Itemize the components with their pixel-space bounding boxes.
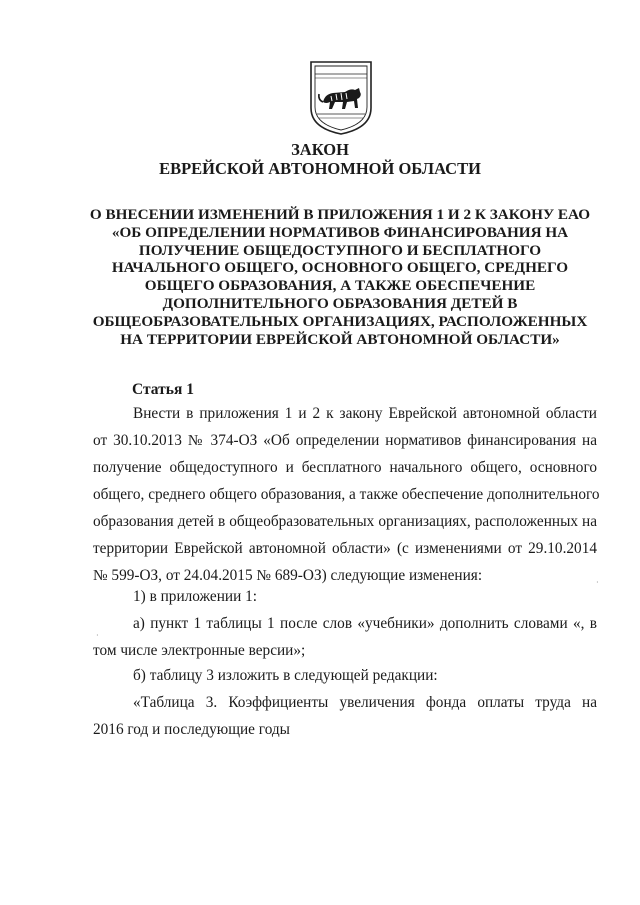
law-title: ЗАКОН [291,140,349,159]
paragraph-line: общего, среднего общего образования, а также обеспечение дополнительного [93,486,600,503]
paragraph-line: а) пункт 1 таблицы 1 после слов «учебники» дополнить словами «, в [133,615,597,632]
heading-line: ДОПОЛНИТЕЛЬНОГО ОБРАЗОВАНИЯ ДЕТЕЙ В [162,294,518,312]
heading-line: НАЧАЛЬНОГО ОБЩЕГО, ОСНОВНОГО ОБЩЕГО, СРЕДНЕГО [111,259,569,277]
heading-line: О ВНЕСЕНИИ ИЗМЕНЕНИЙ В ПРИЛОЖЕНИЯ 1 И 2 К ЗАКОНУ ЕАО [89,206,591,223]
paragraph-line: территории Еврейской автономной области» (с изменениями от 29.10.2014 [93,540,597,557]
heading-line: ПОЛУЧЕНИЕ ОБЩЕДОСТУПНОГО И БЕСПЛАТНОГО [138,241,542,259]
heading-line: ОБЩЕОБРАЗОВАТЕЛЬНЫХ ОРГАНИЗАЦИЯХ, РАСПОЛОЖЕННЫХ [92,312,588,330]
paragraph-line: № 599-ОЗ, от 24.04.2015 № 689-ОЗ) следующие изменения: [93,567,483,584]
paragraph-line: Внести в приложения 1 и 2 к закону Еврейской автономной области [133,405,597,422]
paragraph-line: том числе электронные версии»; [93,642,306,659]
heading-line: НА ТЕРРИТОРИИ ЕВРЕЙСКОЙ АВТОНОМНОЙ ОБЛАСТИ» [120,330,560,348]
paragraph-line: 2016 год и последующие годы [93,721,290,738]
paragraph-line: «Таблица 3. Коэффициенты увеличения фонда оплаты труда на [133,694,597,711]
paragraph-line: получение общедоступного и бесплатного начального общего, основного [93,459,597,476]
table-title-paragraph [93,689,597,743]
scan-dot: · [96,631,99,640]
item-1: 1) в приложении 1: [133,588,257,605]
heading-line: «ОБ ОПРЕДЕЛЕНИИ НОРМАТИВОВ ФИНАНСИРОВАНИЯ НА [111,223,569,241]
article-intro-paragraph [93,400,600,589]
coat-of-arms-emblem [305,58,377,136]
law-heading [78,206,602,348]
law-region: ЕВРЕЙСКОЙ АВТОНОМНОЙ ОБЛАСТИ [159,159,481,178]
article-title: Статья 1 [132,381,194,398]
heading-line: ОБЩЕГО ОБРАЗОВАНИЯ, А ТАКЖЕ ОБЕСПЕЧЕНИЕ [144,277,536,295]
scan-dot: · [596,578,599,587]
paragraph-line: образования детей в общеобразовательных организациях, расположенных на [93,513,597,530]
paragraph-line: от 30.10.2013 № 374-ОЗ «Об определении нормативов финансирования на [93,432,597,449]
item-b: б) таблицу 3 изложить в следующей редакции: [133,667,438,684]
item-a-paragraph [93,610,597,664]
